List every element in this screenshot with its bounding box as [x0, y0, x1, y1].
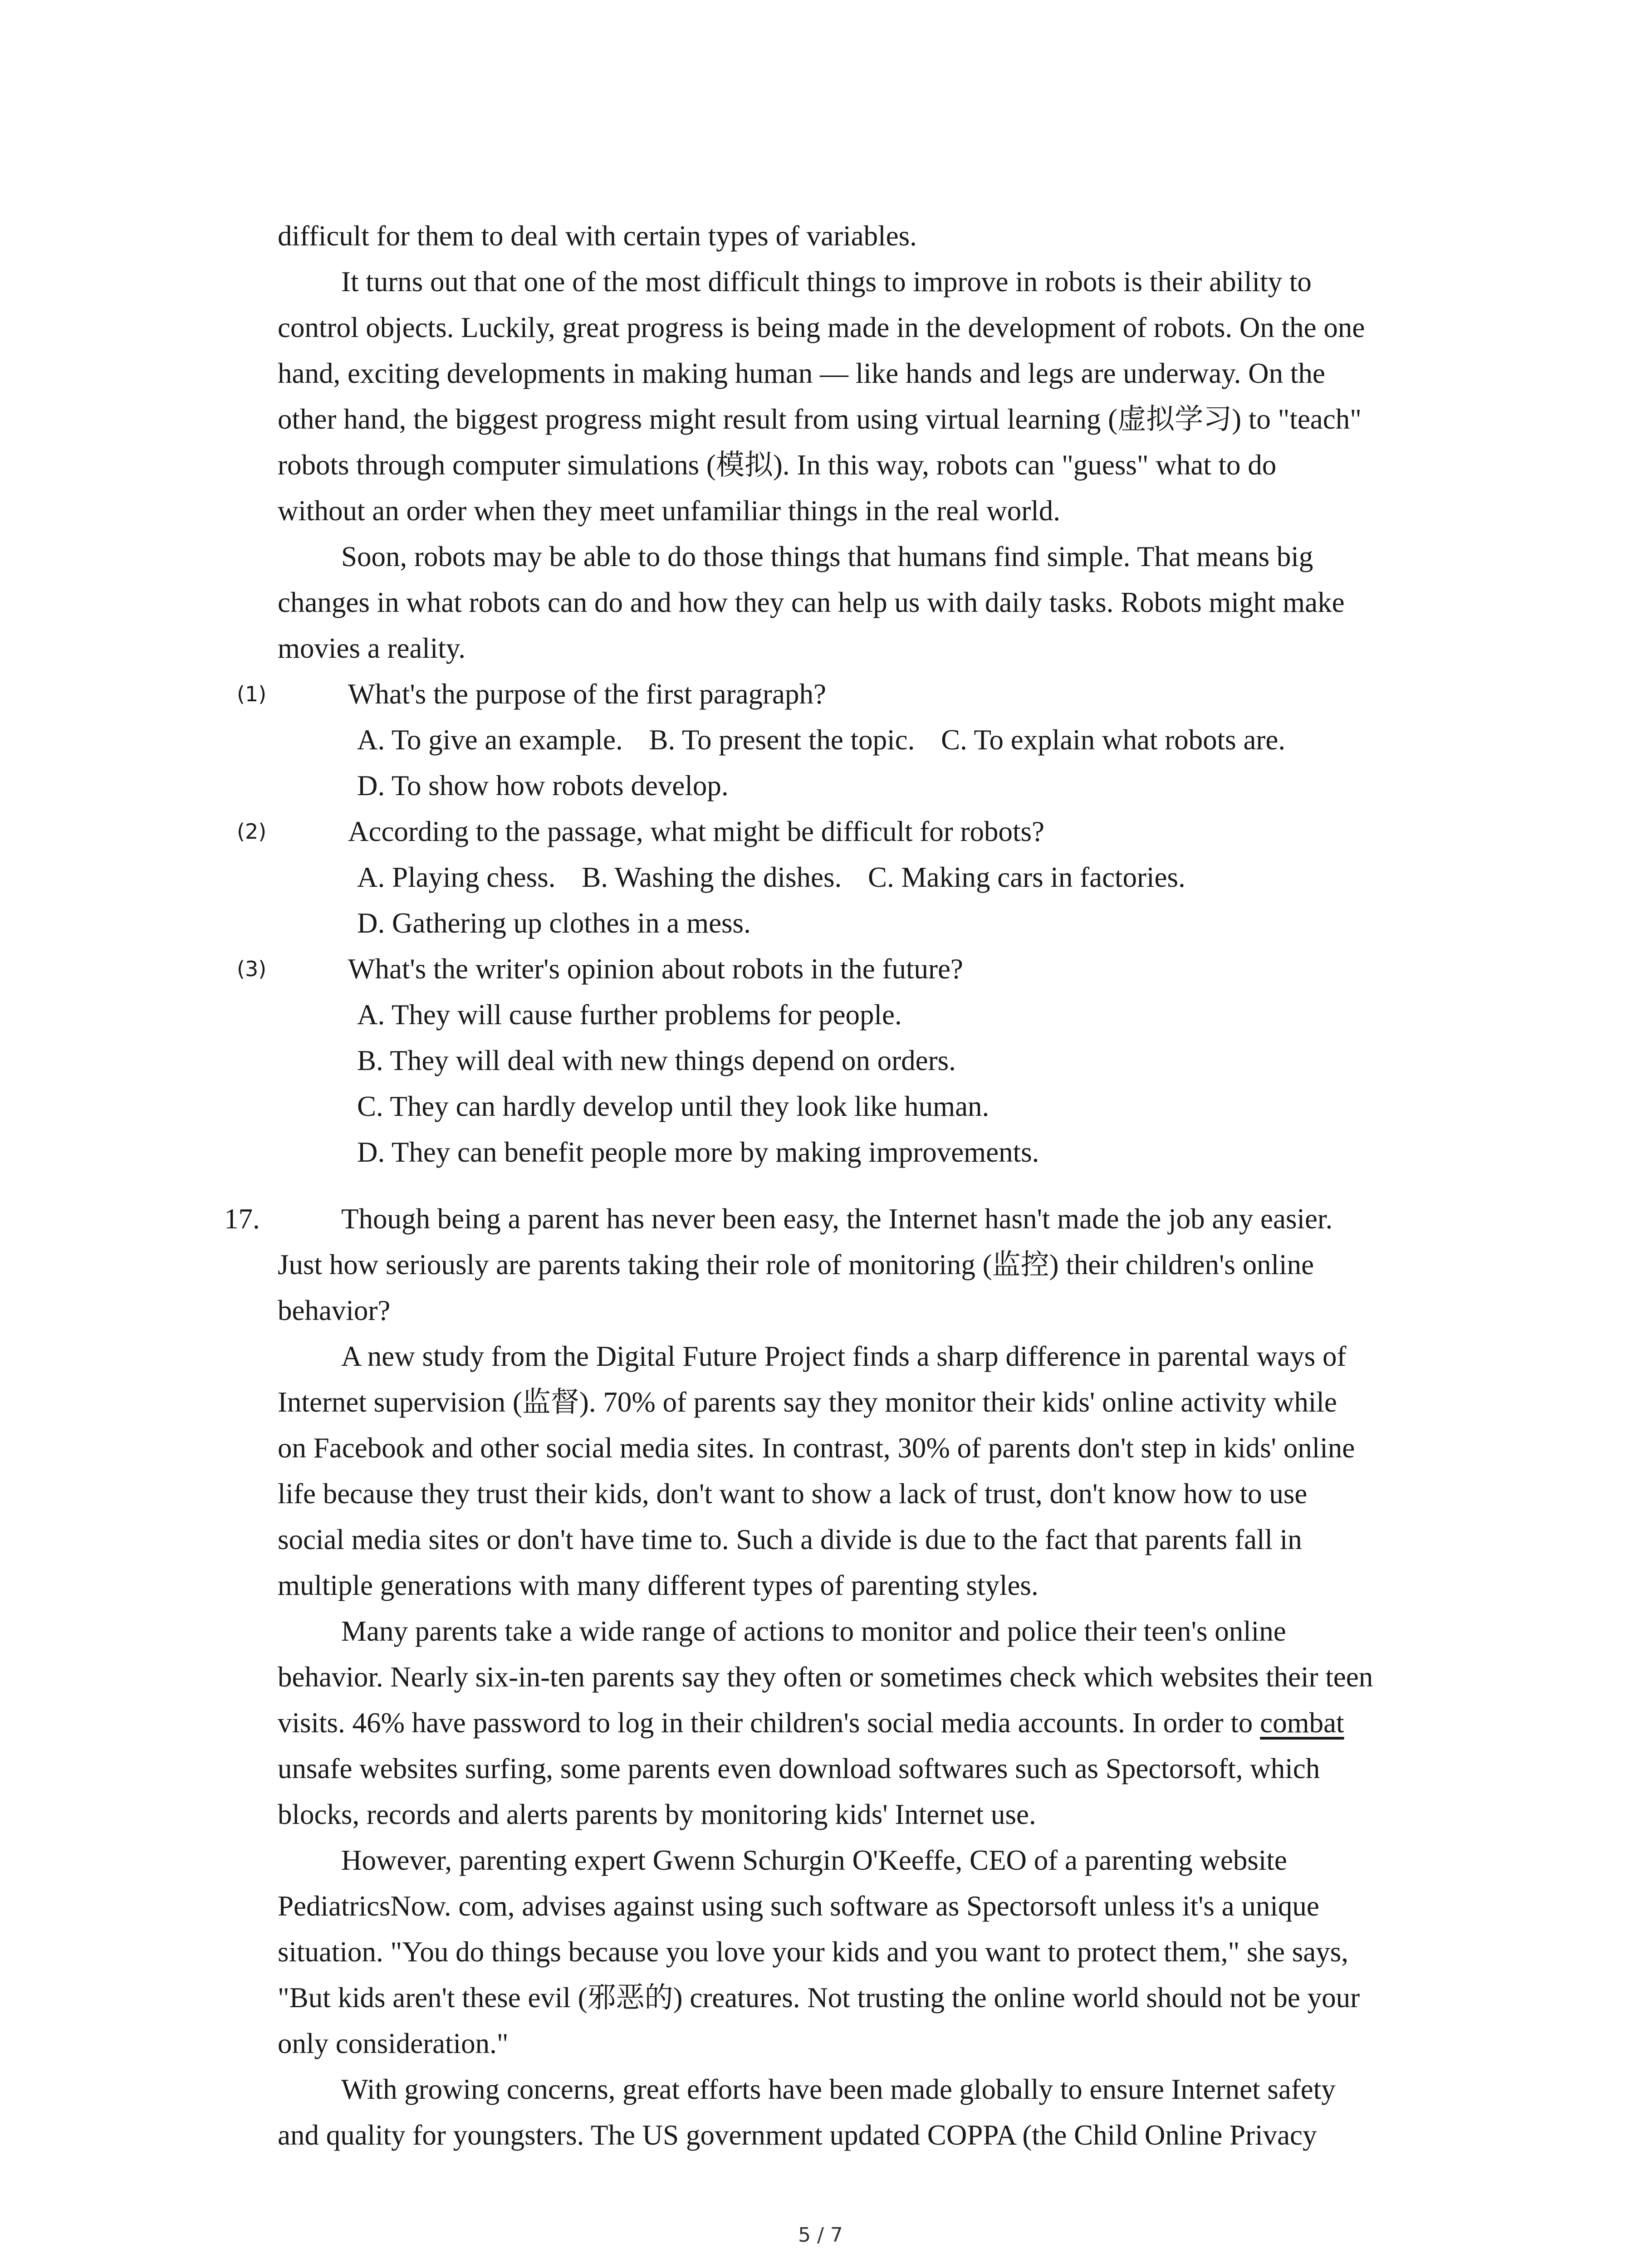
question-2 [237, 809, 1457, 946]
option-d: D. Gathering up clothes in a mess. [357, 907, 751, 939]
page-number: 5 / 7 [798, 2224, 843, 2247]
question-text: According to the passage, what might be difficult for robots? [348, 816, 1044, 847]
text-line: movies a reality. [278, 632, 466, 664]
paragraph [278, 2067, 1457, 2158]
text-line: Many parents take a wide range of actions to monitor and police their teen's online [341, 1615, 1286, 1647]
text-line: Soon, robots may be able to do those things that humans find simple. That means big [341, 541, 1313, 572]
text-line: It turns out that one of the most difficult things to improve in robots is their ability to [341, 266, 1312, 298]
option-c: C. They can hardly develop until they look like human. [357, 1090, 989, 1122]
text-line: and quality for youngsters. The US government updated COPPA (the Child Online Privacy [278, 2119, 1317, 2151]
options-row [278, 717, 1457, 763]
passage-number: 17. [224, 1203, 260, 1235]
question-number: (3) [237, 957, 267, 981]
text-line: Just how seriously are parents taking their role of monitoring (监控) their children's online [278, 1249, 1314, 1281]
text-line: hand, exciting developments in making human — like hands and legs are underway. On the [278, 357, 1325, 389]
text-line: other hand, the biggest progress might result from using virtual learning (虚拟学习) to "teach" [278, 403, 1362, 435]
text-line: PediatricsNow. com, advises against using such software as Spectorsoft unless it's a unique [278, 1890, 1319, 1922]
options-row [278, 855, 1457, 900]
question-3 [237, 946, 1457, 1175]
text-line: unsafe websites surfing, some parents even download softwares such as Spectorsoft, which [278, 1753, 1320, 1784]
paragraph [278, 1608, 1457, 1838]
question-1 [237, 671, 1457, 809]
text-line: life because they trust their kids, don't want to show a lack of trust, don't know how to use [278, 1478, 1308, 1510]
text-line: changes in what robots can do and how they can help us with daily tasks. Robots might make [278, 587, 1345, 618]
text-line: social media sites or don't have time to. Such a divide is due to the fact that parents fall in [278, 1524, 1302, 1555]
text-line: behavior. Nearly six-in-ten parents say they often or sometimes check which websites their teen [278, 1661, 1373, 1693]
text-line: blocks, records and alerts parents by monitoring kids' Internet use. [278, 1799, 1036, 1830]
text-line: situation. "You do things because you love your kids and you want to protect them," she says, [278, 1936, 1349, 1968]
text-line: on Facebook and other social media sites. In contrast, 30% of parents don't step in kids' online [278, 1432, 1355, 1464]
text-line: multiple generations with many different types of parenting styles. [278, 1569, 1038, 1601]
text-line: behavior? [278, 1295, 391, 1326]
text-line: With growing concerns, great efforts have been made globally to ensure Internet safety [341, 2073, 1336, 2105]
passage-17 [224, 1196, 1457, 2158]
text-line: control objects. Luckily, great progress is being made in the development of robots. On the one [278, 312, 1365, 343]
text-line: A new study from the Digital Future Project finds a sharp difference in parental ways of [341, 1340, 1347, 1372]
text-line: Though being a parent has never been easy, the Internet hasn't made the job any easier. [341, 1203, 1333, 1235]
option-b: B. To present the topic. [649, 724, 915, 756]
text-line: without an order when they meet unfamiliar things in the real world. [278, 495, 1061, 527]
text-line: robots through computer simulations (模拟). In this way, robots can "guess" what to do [278, 449, 1277, 481]
paragraph [278, 534, 1457, 671]
question-number: (2) [237, 819, 267, 844]
text-line: difficult for them to deal with certain types of variables. [278, 220, 917, 252]
option-a: A. They will cause further problems for people. [357, 999, 902, 1031]
text-line: However, parenting expert Gwenn Schurgin O'Keeffe, CEO of a parenting website [341, 1844, 1287, 1876]
text-line: Internet supervision (监督). 70% of parents say they monitor their kids' online activity while [278, 1386, 1337, 1418]
option-a: A. Playing chess. [357, 861, 556, 893]
options-row [278, 900, 1457, 946]
options-row [278, 763, 1457, 809]
option-a: A. To give an example. [357, 724, 623, 756]
paragraph [278, 1838, 1457, 2067]
paragraph [278, 1334, 1457, 1608]
option-b: B. Washing the dishes. [582, 861, 842, 893]
text-line [278, 1700, 1457, 1746]
option-d: D. To show how robots develop. [357, 770, 729, 802]
option-c: C. Making cars in factories. [867, 861, 1185, 893]
question-text: What's the purpose of the first paragraph? [348, 678, 826, 710]
text-line: only consideration." [278, 2028, 509, 2059]
question-number: (1) [237, 682, 267, 706]
option-c: C. To explain what robots are. [941, 724, 1286, 756]
paragraph [278, 1196, 1457, 1334]
text-line: "But kids aren't these evil (邪恶的) creatures. Not trusting the online world should not be your [278, 1982, 1360, 2014]
option-d: D. They can benefit people more by making improvements. [357, 1136, 1039, 1168]
paragraph [278, 259, 1457, 534]
text-segment: visits. 46% have password to log in their children's social media accounts. In order to [278, 1707, 1260, 1739]
page-content [224, 213, 1457, 2158]
option-b: B. They will deal with new things depend on orders. [357, 1045, 956, 1076]
underlined-word: combat [1260, 1707, 1344, 1739]
question-text: What's the writer's opinion about robots in the future? [348, 953, 963, 985]
